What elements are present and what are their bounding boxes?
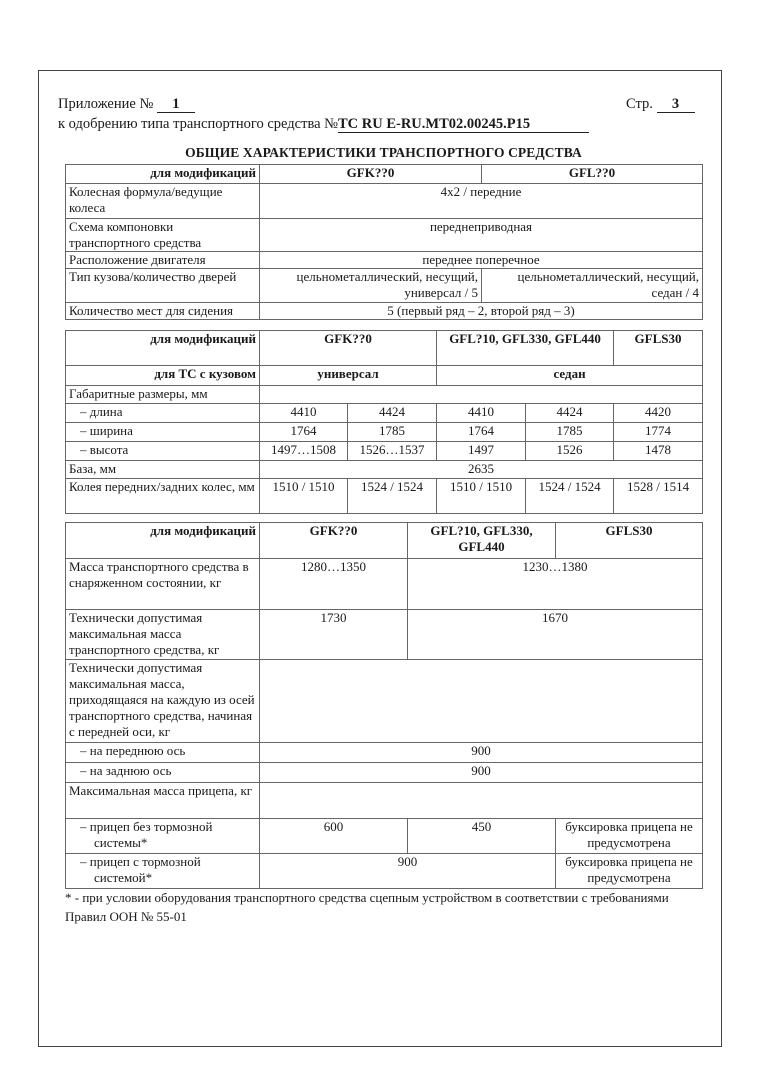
row-label: – на переднюю ось xyxy=(66,743,260,763)
cell: 1478 xyxy=(614,442,703,461)
row-label: – высота xyxy=(66,442,260,461)
table-row xyxy=(66,783,703,819)
cell: 1524 / 1524 xyxy=(526,479,614,514)
table-row xyxy=(66,854,703,889)
header-label: для модификаций xyxy=(66,523,260,559)
row-label: Расположение двигателя xyxy=(66,252,260,269)
cell: 4424 xyxy=(348,404,437,423)
cell: 600 xyxy=(260,819,408,854)
table-row xyxy=(66,479,703,514)
table-row xyxy=(66,763,703,783)
cell: 1497 xyxy=(437,442,526,461)
cell: 1510 / 1510 xyxy=(437,479,526,514)
header-col: GFL?10, GFL330, GFL440 xyxy=(408,523,556,559)
cell: 4424 xyxy=(526,404,614,423)
cell: 1230…1380 xyxy=(408,559,703,610)
cell: 1764 xyxy=(437,423,526,442)
cell: 4420 xyxy=(614,404,703,423)
row-label: Схема компоновки транспортного средства xyxy=(66,219,260,252)
appendix-number: 1 xyxy=(157,97,195,113)
mass-table xyxy=(65,522,703,889)
row-label: Количество мест для сидения xyxy=(66,303,260,320)
cell: 4410 xyxy=(260,404,348,423)
row-label: Масса транспортного средства в снаряженном состоянии, кг xyxy=(66,559,260,610)
cell: буксировка прицепа не предусмотрена xyxy=(556,819,703,854)
row-value: цельнометаллический, несущий, универсал / 5 xyxy=(260,269,482,303)
table-row xyxy=(66,404,703,423)
header-col: GFK??0 xyxy=(260,331,437,366)
table-row xyxy=(66,442,703,461)
cell: буксировка прицепа не предусмотрена xyxy=(556,854,703,889)
appendix-line xyxy=(58,96,195,113)
cell: 1785 xyxy=(526,423,614,442)
row-label: – ширина xyxy=(66,423,260,442)
header-col: GFL??0 xyxy=(482,165,703,184)
header-col: GFLS30 xyxy=(556,523,703,559)
row-label: Габаритные размеры, мм xyxy=(66,386,260,404)
row-value: переднее поперечное xyxy=(260,252,703,269)
approval-line xyxy=(58,116,589,133)
header-label: для модификаций xyxy=(66,165,260,184)
row-label: Колесная формула/ведущие колеса xyxy=(66,184,260,219)
appendix-label: Приложение № xyxy=(58,96,154,112)
cell: 1670 xyxy=(408,610,703,660)
cell: 4410 xyxy=(437,404,526,423)
row-label: Технически допустимая максимальная масса, приходящаяся на каждую из осей транспортного средства, начиная с передней оси, кг xyxy=(66,660,260,743)
cell: 1785 xyxy=(348,423,437,442)
cell: 1280…1350 xyxy=(260,559,408,610)
table-row xyxy=(66,252,703,269)
cell: 1774 xyxy=(614,423,703,442)
header-col: GFK??0 xyxy=(260,165,482,184)
row-value: 5 (первый ряд – 2, второй ряд – 3) xyxy=(260,303,703,320)
row-label: – длина xyxy=(66,404,260,423)
cell: 1510 / 1510 xyxy=(260,479,348,514)
page-line xyxy=(626,96,695,113)
row-value: 4x2 / передние xyxy=(260,184,703,219)
row-label-text: – прицеп с тормозной системой* xyxy=(80,854,201,885)
general-table xyxy=(65,164,703,320)
table-header-row xyxy=(66,331,703,366)
cell xyxy=(260,783,703,819)
cell: 450 xyxy=(408,819,556,854)
cell: 1526…1537 xyxy=(348,442,437,461)
table-row xyxy=(66,386,703,404)
approval-number: ТС RU E-RU.MT02.00245.P15 xyxy=(338,117,589,133)
header-label: для модификаций xyxy=(66,331,260,366)
footnote: * - при условии оборудования транспортного средства сцепным устройством в соответствии с требованиями Правил ООН № 55-01 xyxy=(65,890,669,924)
cell: 1524 / 1524 xyxy=(348,479,437,514)
cell: 1528 / 1514 xyxy=(614,479,703,514)
cell: 900 xyxy=(260,854,556,889)
cell: 900 xyxy=(260,743,703,763)
row-value: седан xyxy=(437,366,703,386)
row-value: 2635 xyxy=(260,461,703,479)
table-header-row xyxy=(66,523,703,559)
table-row xyxy=(66,660,703,743)
cell: 1497…1508 xyxy=(260,442,348,461)
cell xyxy=(260,660,703,743)
header-col: GFLS30 xyxy=(614,331,703,366)
row-label xyxy=(66,854,260,889)
cell: 1526 xyxy=(526,442,614,461)
table-header-row xyxy=(66,165,703,184)
table-row xyxy=(66,184,703,219)
row-label: – на заднюю ось xyxy=(66,763,260,783)
header-col: GFL?10, GFL330, GFL440 xyxy=(437,331,614,366)
row-value: цельнометаллический, несущий, седан / 4 xyxy=(482,269,703,303)
page-label: Стр. xyxy=(626,96,653,112)
row-label: База, мм xyxy=(66,461,260,479)
table-row xyxy=(66,610,703,660)
row-value xyxy=(260,386,703,404)
row-label: Максимальная масса прицепа, кг xyxy=(66,783,260,819)
table-row xyxy=(66,559,703,610)
row-value: универсал xyxy=(260,366,437,386)
cell: 1764 xyxy=(260,423,348,442)
page-number: 3 xyxy=(657,97,695,113)
document-title: ОБЩИЕ ХАРАКТЕРИСТИКИ ТРАНСПОРТНОГО СРЕДСТВА xyxy=(185,145,582,160)
table-row xyxy=(66,423,703,442)
approval-label: к одобрению типа транспортного средства № xyxy=(58,116,338,132)
row-label: Технически допустимая максимальная масса транспортного средства, кг xyxy=(66,610,260,660)
table-row xyxy=(66,219,703,252)
table-row xyxy=(66,303,703,320)
row-label-text: – прицеп без тормозной системы* xyxy=(80,819,213,850)
cell: 900 xyxy=(260,763,703,783)
cell: 1730 xyxy=(260,610,408,660)
row-label xyxy=(66,819,260,854)
body-type-row xyxy=(66,366,703,386)
row-label: Колея передних/задних колес, мм xyxy=(66,479,260,514)
row-label: Тип кузова/количество дверей xyxy=(66,269,260,303)
dimensions-table xyxy=(65,330,703,514)
table-row xyxy=(66,461,703,479)
header-col: GFK??0 xyxy=(260,523,408,559)
table-row xyxy=(66,743,703,763)
row-value: переднеприводная xyxy=(260,219,703,252)
row-label: для ТС с кузовом xyxy=(66,366,260,386)
table-row xyxy=(66,269,703,303)
table-row xyxy=(66,819,703,854)
